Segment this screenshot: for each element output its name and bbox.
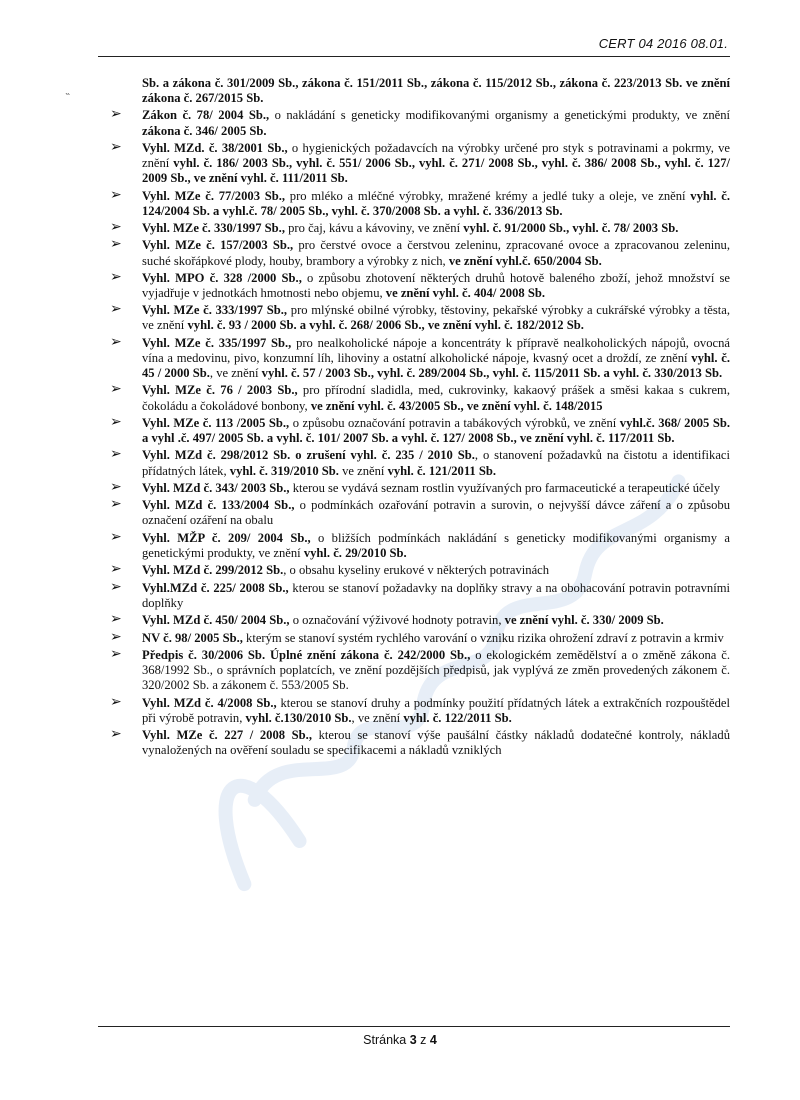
arrow-bullet-icon: ➢	[110, 236, 122, 253]
page-total: 4	[429, 1033, 437, 1047]
regulation-citation: Vyhl.MZd č. 225/ 2008 Sb.,	[142, 580, 289, 595]
scan-mark: ˵	[66, 88, 70, 99]
footer-divider	[98, 1026, 730, 1027]
list-item	[110, 186, 730, 219]
list-item	[110, 383, 730, 413]
regulation-text: kterou se vydává seznam rostlin využívaných pro farmaceutické a terapeutické účely	[289, 480, 720, 495]
regulation-citation: vyhl. č. 57 / 2003 Sb., vyhl. č. 289/2004 Sb., vyhl. č. 115/2011 Sb. a vyhl. č. 330/2013 Sb.	[261, 366, 723, 381]
list-item	[110, 725, 730, 758]
regulation-citation: Vyhl. MZd č. 133/2004 Sb.,	[142, 498, 295, 513]
list-item	[110, 413, 730, 446]
regulation-citation: ve znění vyhl. č. 330/ 2009 Sb.	[504, 613, 664, 628]
regulation-text: pro mléko a mléčné výrobky, mražené krémy a jedlé tuky a oleje, ve znění	[285, 188, 691, 203]
regulation-citation: NV č. 98/ 2005 Sb.,	[142, 630, 243, 645]
regulation-citation: Vyhl. MZe č. 227 / 2008 Sb.,	[142, 727, 312, 742]
list-item	[110, 645, 730, 693]
arrow-bullet-icon: ➢	[110, 106, 122, 123]
regulation-citation: Vyhl. MZd č. 450/ 2004 Sb.,	[142, 613, 290, 628]
regulation-citation: vyhl. č. 319/2010 Sb.	[229, 463, 339, 478]
list-item	[110, 448, 730, 478]
regulation-citation: Vyhl. MŽP č. 209/ 2004 Sb.,	[142, 530, 311, 545]
regulation-citation: Vyhl. MZd č. 4/2008 Sb.,	[142, 695, 277, 710]
regulation-text: , o stanovení požadavků na čistotu a identifikaci přídatných látek,	[142, 448, 730, 478]
arrow-bullet-icon: ➢	[110, 219, 122, 236]
arrow-bullet-icon: ➢	[110, 381, 122, 398]
regulation-citation: vyhl. č.130/2010 Sb.	[245, 710, 352, 725]
regulation-text: , ve znění	[209, 366, 262, 381]
regulation-text: o nakládání s geneticky modifikovanými organismy a genetickými produkty, ve znění	[269, 108, 731, 123]
page-current: 3	[409, 1033, 417, 1047]
arrow-bullet-icon: ➢	[110, 186, 122, 203]
regulation-citation: Vyhl. MZe č. 157/2003 Sb.,	[142, 238, 294, 253]
arrow-bullet-icon: ➢	[110, 301, 122, 318]
list-item-continuation	[110, 76, 730, 106]
regulation-citation: Vyhl. MPO č. 328 /2000 Sb.,	[142, 270, 302, 285]
legislation-list	[110, 76, 730, 760]
regulation-text: o způsobu zhotovení některých druhů hotově baleného zboží, jehož množství se vyjadřuje v jednotkách hmotnosti nebo objemu,	[142, 270, 731, 300]
list-item	[110, 138, 731, 186]
arrow-bullet-icon: ➢	[110, 561, 122, 578]
regulation-text: o ekologickém zemědělství a o změně zákona č. 368/1992 Sb., o správních poplatcích, ve znění pozdějších předpisů, jak vyplývá ze změn provedených zákonem č. 320/2002 Sb. a zákonem č. 553/2005 Sb.	[142, 647, 730, 693]
regulation-citation: Vyhl. MZe č. 335/1997 Sb.,	[142, 335, 292, 350]
header-divider	[98, 56, 730, 57]
list-item	[110, 333, 730, 381]
regulation-text: pro čaj, kávu a kávoviny, ve znění	[284, 221, 464, 236]
list-item	[110, 108, 730, 138]
arrow-bullet-icon: ➢	[110, 645, 122, 662]
regulation-text: pro mlýnské obilné výrobky, těstoviny, pekařské výrobky a cukrářské výrobky a těsta, ve znění	[142, 303, 731, 333]
list-item	[110, 238, 730, 268]
arrow-bullet-icon: ➢	[110, 693, 122, 710]
regulation-citation: vyhl. č. 45 / 2000 Sb.	[142, 350, 730, 381]
list-item	[110, 303, 730, 333]
regulation-citation: vyhl. č. 29/2010 Sb.	[303, 545, 407, 560]
regulation-citation: Vyhl. MZd č. 343/ 2003 Sb.,	[142, 480, 290, 495]
arrow-bullet-icon: ➢	[110, 333, 122, 350]
regulation-citation: Vyhl. MZd. č. 38/2001 Sb.,	[142, 140, 288, 155]
arrow-bullet-icon: ➢	[110, 268, 122, 285]
regulation-citation: vyhl. č. 122/2011 Sb.	[403, 710, 512, 725]
regulation-citation: ve znění vyhl. č. 404/ 2008 Sb.	[385, 286, 545, 300]
arrow-bullet-icon: ➢	[110, 528, 122, 545]
list-item	[110, 693, 730, 726]
list-item	[110, 478, 730, 496]
arrow-bullet-icon: ➢	[110, 413, 122, 430]
arrow-bullet-icon: ➢	[110, 138, 122, 155]
regulation-text: kterou se stanoví druhy a podmínky použití přídatných látek a extrakčních rozpouštědel při výrobě potravin,	[142, 695, 730, 725]
list-item	[110, 221, 730, 236]
regulation-text: , o obsahu kyseliny erukové v některých potravinách	[283, 563, 550, 578]
regulation-citation: Zákon č. 78/ 2004 Sb.,	[142, 108, 270, 123]
regulation-text: o označování výživové hodnoty potravin,	[289, 613, 505, 628]
arrow-bullet-icon: ➢	[110, 611, 122, 628]
arrow-bullet-icon: ➢	[110, 578, 122, 595]
list-item	[110, 498, 730, 528]
regulation-text: ve znění	[338, 463, 388, 478]
list-item	[110, 563, 730, 578]
regulation-citation: Vyhl. MZd č. 299/2012 Sb.	[142, 563, 284, 578]
regulation-citation: vyhl.č. 368/ 2005 Sb. a vyhl .č. 497/ 2005 Sb. a vyhl. č. 101/ 2007 Sb. a vyhl. č. 127/ 2008 Sb., ve znění vyhl. č. 117/2011 Sb.	[142, 415, 730, 446]
document-code: CERT 04 2016 08.01.	[598, 36, 728, 51]
regulation-citation: vyhl. č. 124/2004 Sb. a vyhl.č. 78/ 2005 Sb., vyhl. č. 370/2008 Sb. a vyhl. č. 336/2013 Sb.	[142, 188, 730, 218]
regulation-citation: Vyhl. MZd č. 298/2012 Sb. o zrušení vyhl. č. 235 / 2010 Sb.	[142, 448, 475, 463]
list-item	[110, 268, 731, 301]
regulation-citation: ve znění vyhl.č. 650/2004 Sb.	[448, 253, 602, 268]
arrow-bullet-icon: ➢	[110, 496, 122, 513]
regulation-citation: vyhl. č. 91/2000 Sb., vyhl. č. 78/ 2003 Sb.	[463, 221, 679, 236]
regulation-text: kterou se stanoví výše paušální částky nákladů dodatečné kontroly, nákladů vynaložených na ověření souladu se specifikacemi a nákladů vzniklých	[142, 727, 730, 758]
regulation-text: , ve znění	[351, 710, 404, 725]
regulation-citation: vyhl. č. 186/ 2003 Sb., vyhl. č. 551/ 2006 Sb., vyhl. č. 271/ 2008 Sb., vyhl. č. 386/ 2008 Sb., vyhl. č. 127/ 2009 Sb., ve znění vyhl. č. 111/2011 Sb.	[142, 156, 731, 186]
regulation-text: o podmínkách ozařování potravin a surovin, o nejvyšší dávce záření a o způsobu označení ozáření na obalu	[142, 498, 730, 528]
regulation-text: pro čerstvé ovoce a čerstvou zeleninu, zpracované ovoce a zpracovanou zeleninu, suché skořápkové plody, houby, brambory a výrobky z nich,	[142, 238, 730, 268]
regulation-text: pro přírodní sladidla, med, cukrovinky, kakaový prášek a směsi kakaa s cukrem, čokoládu a čokoládové bonbony,	[142, 383, 731, 413]
regulation-citation: Vyhl. MZe č. 77/2003 Sb.,	[142, 188, 286, 203]
page-number	[0, 1033, 800, 1047]
regulation-text: o hygienických požadavcích na výrobky určené pro styk s potravinami a pokrmy, ve znění	[142, 140, 730, 171]
regulation-citation: zákona č. 346/ 2005 Sb.	[142, 123, 267, 138]
regulation-citation: Vyhl. MZe č. 330/1997 Sb.,	[142, 221, 285, 236]
regulation-text: kterou se stanoví požadavky na doplňky stravy a na obohacování potravin potravními doplňky	[142, 580, 730, 610]
regulation-text: pro nealkoholické nápoje a koncentráty k přípravě nealkoholických nápojů, ovocná vína a medovinu, pivo, konzumní líh, lihoviny a ostatní alkoholické nápoje, kvasný ocet a droždí, ze znění	[142, 335, 730, 365]
regulation-text: kterým se stanoví systém rychlého varování o vzniku rizika ohrožení zdraví z potravin a krmiv	[242, 630, 724, 645]
list-item	[110, 528, 730, 561]
regulation-citation: Vyhl. MZe č. 113 /2005 Sb.,	[142, 415, 290, 430]
regulation-text: o způsobu označování potravin a tabákových výrobků, ve znění	[289, 415, 620, 430]
arrow-bullet-icon: ➢	[110, 478, 122, 495]
list-item	[110, 578, 730, 611]
arrow-bullet-icon: ➢	[110, 725, 122, 742]
regulation-text: o bližších podmínkách nakládání s geneticky modifikovanými organismy a genetickými produkty, ve znění	[142, 530, 730, 560]
page-label: Stránka	[363, 1033, 407, 1047]
regulation-citation: Vyhl. MZe č. 76 / 2003 Sb.,	[142, 383, 298, 398]
regulation-citation: Sb. a zákona č. 301/2009 Sb., zákona č. 151/2011 Sb., zákona č. 115/2012 Sb., zákona č. 223/2013 Sb. ve znění zákona č. 267/2015 Sb.	[142, 76, 730, 106]
page-separator: z	[420, 1033, 427, 1047]
regulation-citation: vyhl. č. 121/2011 Sb.	[387, 463, 497, 478]
regulation-citation: Vyhl. MZe č. 333/1997 Sb.,	[142, 303, 288, 318]
regulation-citation: ve znění vyhl. č. 43/2005 Sb., ve znění vyhl. č. 148/2015	[310, 398, 603, 413]
arrow-bullet-icon: ➢	[110, 446, 122, 463]
arrow-bullet-icon: ➢	[110, 628, 122, 645]
list-item	[110, 628, 730, 646]
list-item	[110, 613, 730, 628]
regulation-citation: vyhl. č. 93 / 2000 Sb. a vyhl. č. 268/ 2006 Sb., ve znění vyhl. č. 182/2012 Sb.	[187, 318, 584, 333]
regulation-citation: Předpis č. 30/2006 Sb. Úplné znění zákona č. 242/2000 Sb.,	[142, 647, 471, 662]
